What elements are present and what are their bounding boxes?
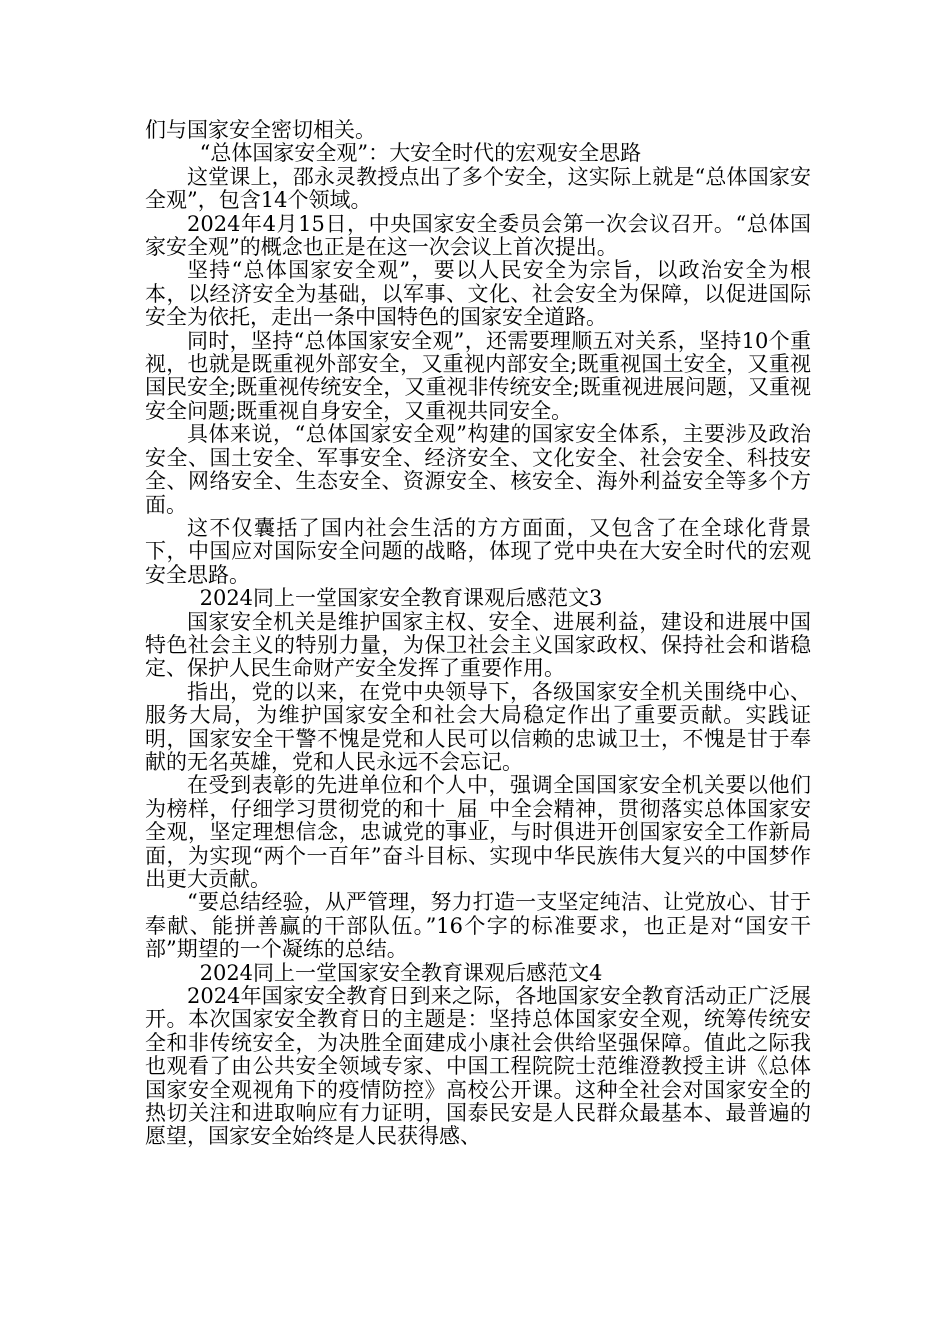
paragraph: “要总结经验，从严管理，努力打造一支坚定纯洁、让党放心、甘于奉献、能拼善赢的干部队伍。”16个字的标准要求，也正是对“国安干部”期望的一个凝练的总结。: [145, 890, 811, 962]
paragraph-continuation: 们与国家安全密切相关。: [145, 118, 376, 142]
paragraph: 2024年国家安全教育日到来之际，各地国家安全教育活动正广泛展开。本次国家安全教育日的主题是：坚持总体国家安全观，统筹传统安全和非传统安全，为决胜全面建成小康社会供给坚强保障。值此之际我也观看了由公共安全领域专家、中国工程院院士范维澄教授主讲《总体国家安全观视角下的疫情防控》高校公开课。这种全社会对国家安全的热切关注和进取响应有力证明，国泰民安是人民群众最基本、最普遍的愿望，国家安全始终是人民获得感、: [145, 984, 811, 1149]
paragraph: 国家安全机关是维护国家主权、安全、进展利益，建设和进展中国特色社会主义的特别力量，为保卫社会主义国家政权、保持社会和谐稳定、保护人民生命财产安全发挥了重要作用。: [145, 609, 811, 681]
paragraph: 坚持“总体国家安全观”，要以人民安全为宗旨，以政治安全为根本，以经济安全为基础，以军事、文化、社会安全为保障，以促进国际安全为依托，走出一条中国特色的国家安全道路。: [145, 258, 811, 330]
section-heading-overall-security: “总体国家安全观”：大安全时代的宏观安全思路: [199, 141, 642, 166]
paragraph: 这不仅囊括了国内社会生活的方方面面，又包含了在全球化背景下，中国应对国际安全问题的战略，体现了党中央在大安全时代的宏观安全思路。: [145, 515, 811, 587]
paragraph: 在受到表彰的先进单位和个人中，强调全国国家安全机关要以他们为榜样，仔细学习贯彻党的和十_届_中全会精神，贯彻落实总体国家安全观，坚定理想信念，忠诚党的事业，与时俱进开创国家安全工作新局面，为实现“两个一百年”奋斗目标、实现中华民族伟大复兴的中国梦作出更大贡献。: [145, 773, 811, 891]
paragraph: 2024年4月15日，中央国家安全委员会第一次会议召开。“总体国家安全观”的概念也正是在这一次会议上首次提出。: [145, 211, 811, 260]
paragraph: 指出，党的以来，在党中央领导下，各级国家安全机关围绕中心、服务大局，为维护国家安全和社会大局稳定作出了重要贡献。实践证明，国家安全干警不愧是党和人民可以信赖的忠诚卫士，不愧是甘于奉献的无名英雄，党和人民永远不会忘记。: [145, 679, 811, 774]
paragraph: 这堂课上，邵永灵教授点出了多个安全，这实际上就是“总体国家安全观”，包含14个领域。: [145, 164, 811, 213]
section-heading-sample-3: 2024同上一堂国家安全教育课观后感范文3: [199, 586, 603, 611]
section-heading-sample-4: 2024同上一堂国家安全教育课观后感范文4: [199, 960, 603, 985]
paragraph: 具体来说，“总体国家安全观”构建的国家安全体系，主要涉及政治安全、国土安全、军事安全、经济安全、文化安全、社会安全、科技安全、网络安全、生态安全、资源安全、核安全、海外利益安全等多个方面。: [145, 422, 811, 517]
paragraph: 同时，坚持“总体国家安全观”，还需要理顺五对关系，坚持10个重视，也就是既重视外部安全，又重视内部安全;既重视国土安全，又重视国民安全;既重视传统安全，又重视非传统安全;既重视进展问题，又重视安全问题;既重视自身安全，又重视共同安全。: [145, 328, 811, 423]
document-page: [145, 119, 811, 1149]
